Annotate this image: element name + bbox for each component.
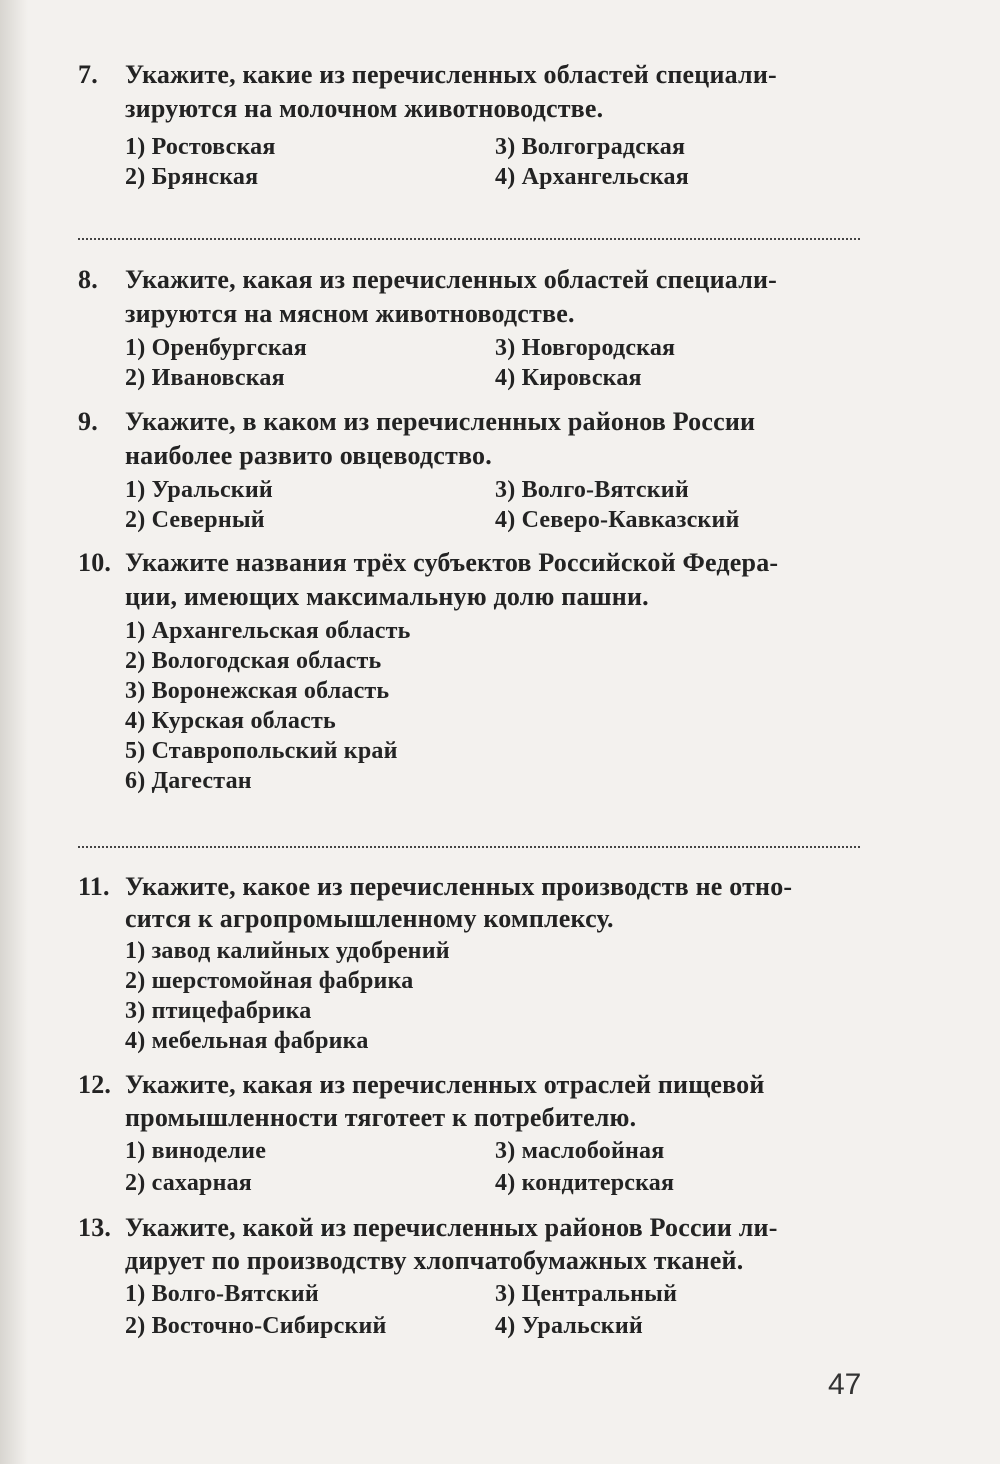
- answer-option: 4) Курская область: [125, 708, 336, 734]
- question-text: Укажите, какой из перечисленных районов России ли-: [125, 1213, 778, 1242]
- question-number: 8.: [78, 265, 98, 294]
- answer-line: [78, 846, 860, 848]
- question-number: 12.: [78, 1070, 112, 1099]
- answer-option: 2) Северный: [125, 507, 265, 533]
- answer-option: 2) сахарная: [125, 1170, 252, 1196]
- question-text: Укажите, какая из перечисленных отраслей пищевой: [125, 1070, 765, 1099]
- question-text: промышленности тяготеет к потребителю.: [125, 1103, 637, 1132]
- question-number: 9.: [78, 407, 98, 436]
- answer-option: 4) Архангельская: [495, 164, 689, 190]
- answer-option: 6) Дагестан: [125, 768, 252, 794]
- question-text: Укажите, какое из перечисленных производств не отно-: [125, 872, 793, 901]
- question-text: наиболее развито овцеводство.: [125, 441, 492, 470]
- answer-option: 3) Новгородская: [495, 335, 676, 361]
- answer-option: 1) Архангельская область: [125, 618, 411, 644]
- answer-option: 1) Волго-Вятский: [125, 1281, 319, 1307]
- question-text: сится к агропромышленному комплексу.: [125, 904, 614, 933]
- answer-option: 1) виноделие: [125, 1138, 267, 1164]
- question-number: 13.: [78, 1213, 112, 1242]
- question-number: 10.: [78, 548, 112, 577]
- question-text: зируются на мясном животноводстве.: [125, 299, 575, 328]
- answer-option: 1) Оренбургская: [125, 335, 307, 361]
- answer-option: 3) Волго-Вятский: [495, 477, 689, 503]
- answer-option: 3) Воронежская область: [125, 678, 390, 704]
- answer-option: 4) мебельная фабрика: [125, 1028, 369, 1054]
- answer-option: 4) Кировская: [495, 365, 642, 391]
- answer-option: 2) шерстомойная фабрика: [125, 968, 414, 994]
- answer-line: [78, 238, 860, 240]
- answer-option: 2) Восточно-Сибирский: [125, 1313, 387, 1339]
- question-text: Укажите, какие из перечисленных областей специали-: [125, 60, 777, 89]
- answer-option: 1) Ростовская: [125, 134, 276, 160]
- answer-option: 5) Ставропольский край: [125, 738, 398, 764]
- answer-option: 1) завод калийных удобрений: [125, 938, 450, 964]
- answer-option: 4) Уральский: [495, 1313, 643, 1339]
- answer-option: 2) Ивановская: [125, 365, 285, 391]
- answer-option: 2) Брянская: [125, 164, 259, 190]
- question-text: Укажите, какая из перечисленных областей специали-: [125, 265, 778, 294]
- answer-option: 4) Северо-Кавказский: [495, 507, 740, 533]
- answer-option: 3) маслобойная: [495, 1138, 665, 1164]
- question-number: 7.: [78, 60, 98, 89]
- answer-option: 3) птицефабрика: [125, 998, 312, 1024]
- question-text: Укажите, в каком из перечисленных районов России: [125, 407, 756, 436]
- question-text: Укажите названия трёх субъектов Российской Федера-: [125, 548, 779, 577]
- page-edge-shadow: [0, 0, 28, 1464]
- answer-option: 1) Уральский: [125, 477, 273, 503]
- page-number: 47: [828, 1368, 862, 1401]
- answer-option: 3) Центральный: [495, 1281, 678, 1307]
- question-text: ции, имеющих максимальную долю пашни.: [125, 582, 649, 611]
- question-text: зируются на молочном животноводстве.: [125, 94, 604, 123]
- answer-option: 3) Волгоградская: [495, 134, 686, 160]
- question-text: дирует по производству хлопчатобумажных тканей.: [125, 1246, 744, 1275]
- answer-option: 4) кондитерская: [495, 1170, 675, 1196]
- question-number: 11.: [78, 872, 110, 901]
- answer-option: 2) Вологодская область: [125, 648, 382, 674]
